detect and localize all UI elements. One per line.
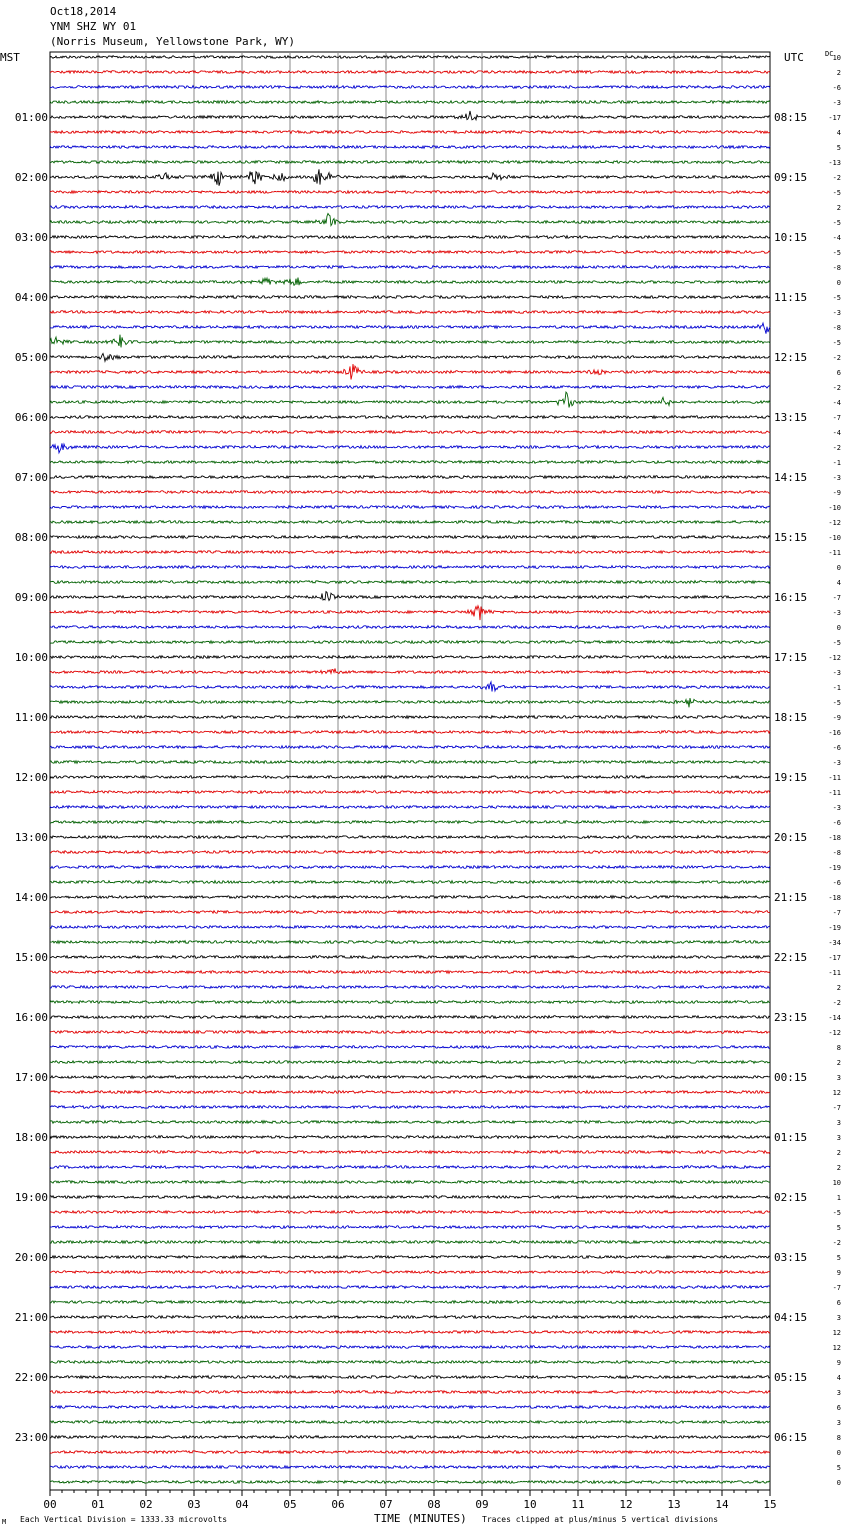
x-tick-label: 05 <box>283 1498 297 1511</box>
right-hour-label: 23:15 <box>774 1011 808 1024</box>
left-timezone-label: MST <box>0 51 20 64</box>
seismic-trace <box>50 1151 770 1154</box>
dc-offset-value: -34 <box>828 939 841 947</box>
dc-offset-value: 3 <box>836 1389 841 1397</box>
seismic-trace <box>50 911 770 914</box>
dc-offset-value: 4 <box>836 129 841 137</box>
dc-offset-value: -7 <box>832 1104 841 1112</box>
dc-offset-value: -8 <box>832 264 841 272</box>
seismic-trace <box>50 1271 770 1274</box>
dc-offset-value: -3 <box>832 804 841 812</box>
seismic-trace <box>50 761 770 764</box>
seismic-trace <box>50 461 770 464</box>
x-tick-label: 03 <box>187 1498 201 1511</box>
dc-offset-value: -1 <box>832 459 841 467</box>
station-code: YNM SHZ WY 01 <box>50 20 137 33</box>
dc-offset-value: -5 <box>832 639 841 647</box>
seismic-trace <box>50 1436 770 1439</box>
dc-offset-value: -5 <box>832 1209 841 1217</box>
seismic-trace <box>50 86 770 89</box>
dc-offset-value: -13 <box>828 159 841 167</box>
seismic-trace <box>50 206 770 209</box>
dc-offset-value: 12 <box>832 1344 841 1352</box>
x-tick-label: 12 <box>619 1498 633 1511</box>
seismic-trace <box>50 1211 770 1214</box>
seismic-trace <box>50 296 770 299</box>
seismic-trace <box>50 1031 770 1034</box>
dc-offset-value: -11 <box>828 789 841 797</box>
right-hour-label: 01:15 <box>774 1131 808 1144</box>
dc-offset-value: -5 <box>832 294 841 302</box>
left-hour-label: 18:00 <box>14 1131 48 1144</box>
right-hour-label: 22:15 <box>774 951 808 964</box>
dc-offset-value: -2 <box>832 174 841 182</box>
seismic-trace <box>50 386 770 389</box>
seismic-trace <box>50 669 770 674</box>
right-hour-label: 19:15 <box>774 771 808 784</box>
seismic-trace <box>50 335 770 348</box>
seismic-trace <box>50 111 770 120</box>
dc-offset-value: -3 <box>832 669 841 677</box>
seismic-traces <box>50 56 770 1484</box>
seismic-trace <box>50 1106 770 1109</box>
seismic-trace <box>50 866 770 869</box>
dc-offset-value: -19 <box>828 864 841 872</box>
dc-offset-value: -6 <box>832 84 841 92</box>
seismic-trace <box>50 311 770 314</box>
seismic-trace <box>50 131 770 134</box>
dc-offset-value: -1 <box>832 684 841 692</box>
dc-offset-value: 4 <box>836 579 841 587</box>
seismic-trace <box>50 354 770 362</box>
dc-offset-value: -5 <box>832 699 841 707</box>
right-hour-label: 14:15 <box>774 471 808 484</box>
dc-offset-value: 2 <box>836 1149 841 1157</box>
right-timezone-label: UTC <box>784 51 804 64</box>
clip-note: Traces clipped at plus/minus 5 vertical divisions <box>482 1515 719 1524</box>
seismic-trace <box>50 1346 770 1349</box>
dc-offset-value: 3 <box>836 1119 841 1127</box>
seismic-trace <box>50 443 770 452</box>
seismic-trace <box>50 1001 770 1004</box>
dc-offset-value: 10 <box>832 1179 841 1187</box>
seismic-trace <box>50 251 770 254</box>
dc-offset-value: 10 <box>832 54 841 62</box>
dc-offset-value: 12 <box>832 1089 841 1097</box>
plot-date: Oct18,2014 <box>50 5 117 18</box>
dc-offset-value: -6 <box>832 819 841 827</box>
seismic-trace <box>50 592 770 601</box>
dc-offset-value: -2 <box>832 384 841 392</box>
seismic-trace <box>50 1091 770 1094</box>
seismic-trace <box>50 1376 770 1379</box>
x-tick-label: 14 <box>715 1498 729 1511</box>
left-hour-label: 22:00 <box>14 1371 48 1384</box>
dc-offset-value: 0 <box>836 1479 841 1487</box>
seismic-trace <box>50 266 770 269</box>
dc-offset-value: 4 <box>836 1374 841 1382</box>
right-hour-label: 12:15 <box>774 351 808 364</box>
seismic-trace <box>50 956 770 959</box>
seismic-trace <box>50 626 770 629</box>
left-hour-label: 03:00 <box>14 231 48 244</box>
dc-offset-value: 3 <box>836 1134 841 1142</box>
dc-offset-value: 0 <box>836 624 841 632</box>
dc-offset-value: -3 <box>832 309 841 317</box>
seismic-trace <box>50 1301 770 1304</box>
dc-offset-value: -7 <box>832 1284 841 1292</box>
seismic-trace <box>50 1421 770 1424</box>
seismic-trace <box>50 1316 770 1319</box>
dc-offset-value: 6 <box>836 369 841 377</box>
dc-offset-value: -2 <box>832 1239 841 1247</box>
dc-offset-value: -7 <box>832 414 841 422</box>
left-hour-label: 07:00 <box>14 471 48 484</box>
seismic-trace <box>50 986 770 989</box>
right-hour-label: 10:15 <box>774 231 808 244</box>
seismic-trace <box>50 1256 770 1259</box>
dc-offset-value: -11 <box>828 969 841 977</box>
left-hour-label: 14:00 <box>14 891 48 904</box>
left-hour-label: 13:00 <box>14 831 48 844</box>
dc-offset-value: -11 <box>828 774 841 782</box>
dc-offset-value: 8 <box>836 1044 841 1052</box>
seismic-trace <box>50 566 770 569</box>
dc-offset-value: -5 <box>832 249 841 257</box>
dc-offset-value: 2 <box>836 984 841 992</box>
x-tick-label: 13 <box>667 1498 681 1511</box>
left-hour-label: 12:00 <box>14 771 48 784</box>
dc-offset-value: -9 <box>832 714 841 722</box>
seismic-trace <box>50 476 770 479</box>
dc-offset-value: -9 <box>832 489 841 497</box>
right-hour-label: 13:15 <box>774 411 808 424</box>
dc-offset-value: -5 <box>832 189 841 197</box>
right-hour-label: 02:15 <box>774 1191 808 1204</box>
dc-offset-value: -17 <box>828 954 841 962</box>
dc-offset-value: -4 <box>832 399 841 407</box>
seismic-trace <box>50 836 770 839</box>
dc-offset-value: -12 <box>828 1029 841 1037</box>
seismic-trace <box>50 581 770 584</box>
dc-offset-value: -19 <box>828 924 841 932</box>
dc-offset-value: 2 <box>836 1059 841 1067</box>
dc-offset-value: 0 <box>836 279 841 287</box>
right-hour-label: 09:15 <box>774 171 808 184</box>
seismic-trace <box>50 1361 770 1364</box>
left-hour-label: 19:00 <box>14 1191 48 1204</box>
right-hour-label: 08:15 <box>774 111 808 124</box>
left-hour-label: 10:00 <box>14 651 48 664</box>
dc-offset-value: 0 <box>836 1449 841 1457</box>
dc-offset-value: -5 <box>832 339 841 347</box>
dc-offset-value: -11 <box>828 549 841 557</box>
seismic-trace <box>50 1466 770 1469</box>
seismic-trace <box>50 214 770 226</box>
seismic-trace <box>50 551 770 554</box>
dc-offset-value: 5 <box>836 144 841 152</box>
seismic-trace <box>50 1451 770 1454</box>
x-tick-label: 06 <box>331 1498 345 1511</box>
x-tick-label: 09 <box>475 1498 489 1511</box>
dc-offset-value: 6 <box>836 1299 841 1307</box>
dc-offset-value: 9 <box>836 1269 841 1277</box>
dc-offset-value: -8 <box>832 324 841 332</box>
dc-offset-value: 5 <box>836 1254 841 1262</box>
left-hour-label: 08:00 <box>14 531 48 544</box>
dc-offset-value: -8 <box>832 849 841 857</box>
seismic-trace <box>50 1391 770 1394</box>
seismic-trace <box>50 1181 770 1184</box>
dc-offset-value: -3 <box>832 609 841 617</box>
dc-offset-value: 9 <box>836 1359 841 1367</box>
seismic-trace <box>50 1016 770 1019</box>
station-location: (Norris Museum, Yellowstone Park, WY) <box>50 35 296 48</box>
seismic-trace <box>50 392 770 407</box>
left-hour-label: 05:00 <box>14 351 48 364</box>
dc-offset-value: 8 <box>836 1434 841 1442</box>
dc-offset-value: 0 <box>836 564 841 572</box>
dc-offset-value: -7 <box>832 909 841 917</box>
seismic-trace <box>50 1136 770 1139</box>
dc-offset-value: 2 <box>836 204 841 212</box>
dc-offset-value: 3 <box>836 1074 841 1082</box>
plot-frame <box>50 52 770 1490</box>
dc-offset-value: 12 <box>832 1329 841 1337</box>
dc-offset-value: -6 <box>832 744 841 752</box>
left-hour-label: 11:00 <box>14 711 48 724</box>
dc-offset-value: -2 <box>832 999 841 1007</box>
dc-offset-value: -3 <box>832 99 841 107</box>
seismic-trace <box>50 1286 770 1289</box>
right-hour-label: 17:15 <box>774 651 808 664</box>
grid-lines <box>50 52 770 1496</box>
right-hour-label: 21:15 <box>774 891 808 904</box>
right-hour-label: 11:15 <box>774 291 808 304</box>
seismic-trace <box>50 1241 770 1244</box>
right-hour-label: 20:15 <box>774 831 808 844</box>
dc-offset-value: -18 <box>828 894 841 902</box>
seismic-trace <box>50 56 770 59</box>
seismic-trace <box>50 146 770 149</box>
dc-offset-value: 2 <box>836 1164 841 1172</box>
seismic-trace <box>50 364 770 380</box>
seismic-trace <box>50 506 770 509</box>
seismic-trace <box>50 236 770 239</box>
seismic-trace <box>50 101 770 104</box>
seismic-trace <box>50 416 770 419</box>
seismic-trace <box>50 1331 770 1334</box>
dc-offset-value: -14 <box>828 1014 841 1022</box>
seismic-trace <box>50 536 770 539</box>
seismic-trace <box>50 746 770 749</box>
right-hour-label: 05:15 <box>774 1371 808 1384</box>
left-hour-label: 04:00 <box>14 291 48 304</box>
dc-offset-value: -4 <box>832 429 841 437</box>
dc-offset-value: -18 <box>828 834 841 842</box>
dc-offset-value: -3 <box>832 474 841 482</box>
right-hour-label: 15:15 <box>774 531 808 544</box>
left-hour-label: 09:00 <box>14 591 48 604</box>
dc-offset-value: -5 <box>832 219 841 227</box>
seismic-trace <box>50 169 770 185</box>
vertical-scale-note: Each Vertical Division = 1333.33 microvolts <box>20 1515 228 1524</box>
usgs-logo: M <box>2 1518 7 1526</box>
right-hour-label: 16:15 <box>774 591 808 604</box>
x-tick-label: 11 <box>571 1498 585 1511</box>
seismic-trace <box>50 698 770 707</box>
seismic-trace <box>50 278 770 286</box>
x-tick-label: 08 <box>427 1498 441 1511</box>
dc-offset-value: -12 <box>828 519 841 527</box>
dc-offset-value: -10 <box>828 534 841 542</box>
seismic-trace <box>50 731 770 734</box>
seismic-trace <box>50 1481 770 1484</box>
dc-offset-value: -6 <box>832 879 841 887</box>
dc-offset-value: -2 <box>832 354 841 362</box>
seismic-trace <box>50 1166 770 1169</box>
seismic-trace <box>50 656 770 659</box>
right-hour-label: 18:15 <box>774 711 808 724</box>
seismic-trace <box>50 641 770 644</box>
seismic-trace <box>50 791 770 794</box>
seismic-trace <box>50 1046 770 1049</box>
right-hour-label: 06:15 <box>774 1431 808 1444</box>
dc-offset-value: -2 <box>832 444 841 452</box>
seismic-trace <box>50 491 770 494</box>
dc-offset-value: 1 <box>836 1194 841 1202</box>
right-hour-label: 00:15 <box>774 1071 808 1084</box>
x-tick-label: 01 <box>91 1498 105 1511</box>
x-tick-label: 04 <box>235 1498 249 1511</box>
dc-offset-value: -3 <box>832 759 841 767</box>
seismic-trace <box>50 606 770 620</box>
seismic-trace <box>50 1406 770 1409</box>
dc-offset-value: -4 <box>832 234 841 242</box>
seismic-trace <box>50 1061 770 1064</box>
left-hour-label: 01:00 <box>14 111 48 124</box>
x-axis-title: TIME (MINUTES) <box>374 1512 467 1525</box>
seismic-trace <box>50 1196 770 1199</box>
axis-labels <box>15 54 841 1511</box>
left-hour-label: 16:00 <box>14 1011 48 1024</box>
seismic-trace <box>50 896 770 899</box>
seismic-trace <box>50 821 770 824</box>
seismic-trace <box>50 881 770 884</box>
seismic-trace <box>50 926 770 929</box>
right-hour-label: 03:15 <box>774 1251 808 1264</box>
left-hour-label: 02:00 <box>14 171 48 184</box>
dc-offset-label: DC <box>825 50 834 58</box>
seismic-trace <box>50 1121 770 1124</box>
dc-offset-value: 5 <box>836 1464 841 1472</box>
seismic-trace <box>50 161 770 164</box>
dc-offset-value: -12 <box>828 654 841 662</box>
dc-offset-value: 3 <box>836 1314 841 1322</box>
dc-offset-value: -16 <box>828 729 841 737</box>
dc-offset-value: -10 <box>828 504 841 512</box>
dc-offset-value: 3 <box>836 1419 841 1427</box>
dc-offset-value: 6 <box>836 1404 841 1412</box>
left-hour-label: 15:00 <box>14 951 48 964</box>
x-tick-label: 07 <box>379 1498 393 1511</box>
left-hour-label: 21:00 <box>14 1311 48 1324</box>
seismic-trace <box>50 323 770 334</box>
seismic-trace <box>50 941 770 944</box>
seismic-trace <box>50 776 770 779</box>
x-tick-label: 02 <box>139 1498 153 1511</box>
left-hour-label: 23:00 <box>14 1431 48 1444</box>
dc-offset-value: 2 <box>836 69 841 77</box>
right-hour-label: 04:15 <box>774 1311 808 1324</box>
seismic-trace <box>50 716 770 719</box>
seismic-trace <box>50 1076 770 1079</box>
seismic-trace <box>50 806 770 809</box>
dc-offset-value: -17 <box>828 114 841 122</box>
left-hour-label: 06:00 <box>14 411 48 424</box>
left-hour-label: 17:00 <box>14 1071 48 1084</box>
left-hour-label: 20:00 <box>14 1251 48 1264</box>
seismic-trace <box>50 521 770 524</box>
x-tick-label: 00 <box>43 1498 57 1511</box>
seismic-trace <box>50 431 770 434</box>
seismic-trace <box>50 1226 770 1229</box>
seismic-trace <box>50 971 770 974</box>
seismic-trace <box>50 71 770 74</box>
x-tick-label: 15 <box>763 1498 777 1511</box>
seismic-trace <box>50 851 770 854</box>
x-tick-label: 10 <box>523 1498 537 1511</box>
dc-offset-value: -7 <box>832 594 841 602</box>
dc-offset-value: 5 <box>836 1224 841 1232</box>
seismic-trace <box>50 191 770 194</box>
seismic-trace <box>50 682 770 692</box>
